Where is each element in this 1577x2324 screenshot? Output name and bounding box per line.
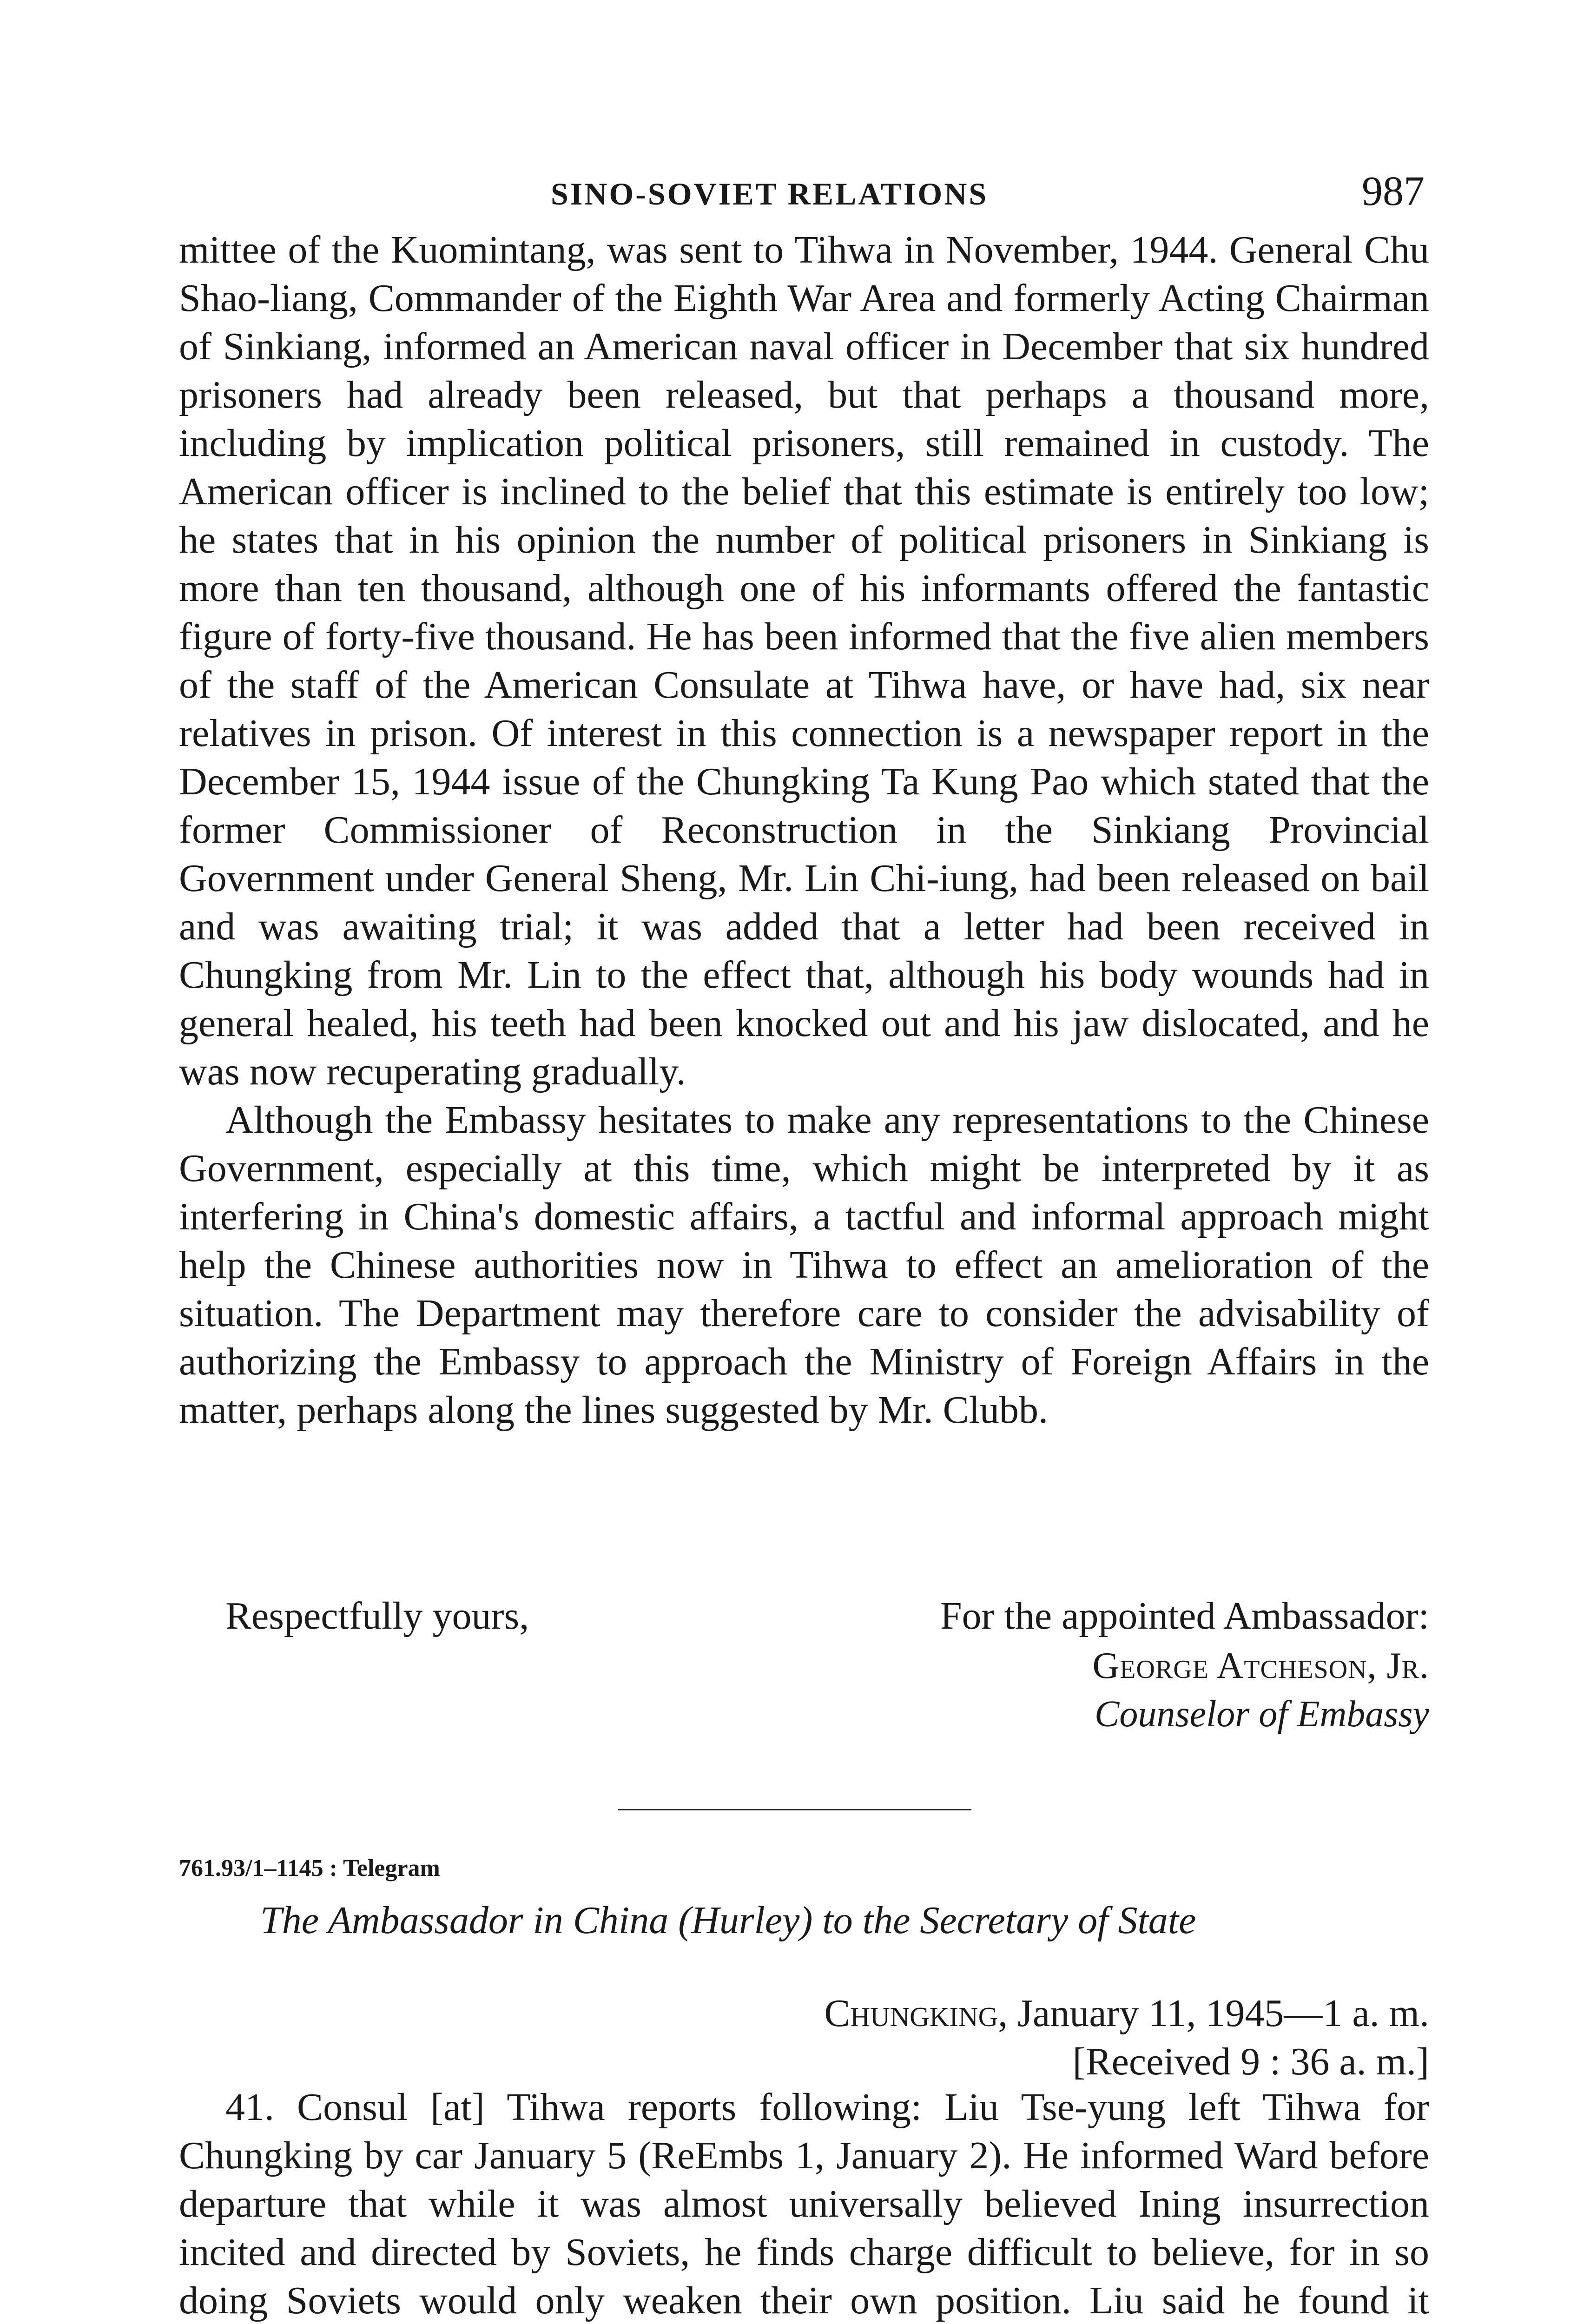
complimentary-close: Respectfully yours, xyxy=(225,1594,529,1637)
dateline xyxy=(824,1989,1429,2086)
running-head: SINO-SOVIET RELATIONS xyxy=(551,176,989,211)
signature-block xyxy=(1093,1642,1430,1738)
letter-paragraph-2: Although the Embassy hesitates to make any representations to the Chinese Government, especially at this time, which might be interpreted by it as interfering in China's domestic affairs, a tactful and informal approach might help the Chinese authorities now in Tihwa to effect an amelioration of the situation. The Department may therefore care to consider the advisability of authorizing the Embassy to approach the Ministry of Foreign Affairs in the matter, perhaps along the lines suggested by Mr. Clubb. xyxy=(179,1098,1429,1432)
signer-name: George Atcheson, Jr. xyxy=(1092,1645,1429,1686)
signer-title: Counselor of Embassy xyxy=(1095,1694,1429,1735)
file-reference: 761.93/1–1145 : Telegram xyxy=(179,1855,440,1882)
dateline-date: , January 11, 1945—1 a. m. xyxy=(998,1992,1429,2035)
letter-paragraph-1: mittee of the Kuomintang, was sent to Tihwa in November, 1944. General Chu Shao-liang, Commander of the Eighth War Area and formerly Acting Chairman of Sinkiang, informed an American naval officer in December that six hundred prisoners had already been released, but that perhaps a thousand more, including by implication political prisoners, still remained in custody. The American officer is inclined to the belief that this estimate is entirely too low; he states that in his opinion the number of political prisoners in Sinkiang is more than ten thousand, although one of his informants offered the fantastic figure of forty-five thousand. He has been informed that the five alien members of the staff of the American Consulate at Tihwa have, or have had, six near relatives in prison. Of interest in this connection is a newspaper report in the December 15, 1944 issue of the Chungking Ta Kung Pao which stated that the former Commissioner of Reconstruction in the Sinkiang Provincial Government under General Sheng, Mr. Lin Chi-iung, had been released on bail and was awaiting trial; it was added that a letter had been received in Chungking from Mr. Lin to the effect that, although his body wounds had in general healed, his teeth had been knocked out and his jaw dislocated, and he was now recuperating gradually. xyxy=(179,228,1429,1093)
received-time: [Received 9 : 36 a. m.] xyxy=(1072,2040,1429,2083)
for-line: For the appointed Ambassador: xyxy=(940,1594,1429,1637)
telegram-title: The Ambassador in China (Hurley) to the Secretary of State xyxy=(260,1899,1196,1942)
telegram-body xyxy=(179,2083,1429,2324)
page-number: 987 xyxy=(1362,168,1425,214)
dateline-main xyxy=(824,1989,1429,2038)
letter-body xyxy=(179,226,1429,1434)
telegram-paragraph-1: 41. Consul [at] Tihwa reports following: Liu Tse-yung left Tihwa for Chungking by car January 5 (ReEmbs 1, January 2). He informed Ward before departure that while it was almost universally believed Ining insurrection incited and directed by Soviets, he finds charge difficult to believe, for in so doing Soviets would only weaken their own position. Liu said he found it xyxy=(179,2086,1429,2322)
section-divider xyxy=(618,1809,971,1810)
dateline-place: Chungking xyxy=(824,1992,998,2035)
